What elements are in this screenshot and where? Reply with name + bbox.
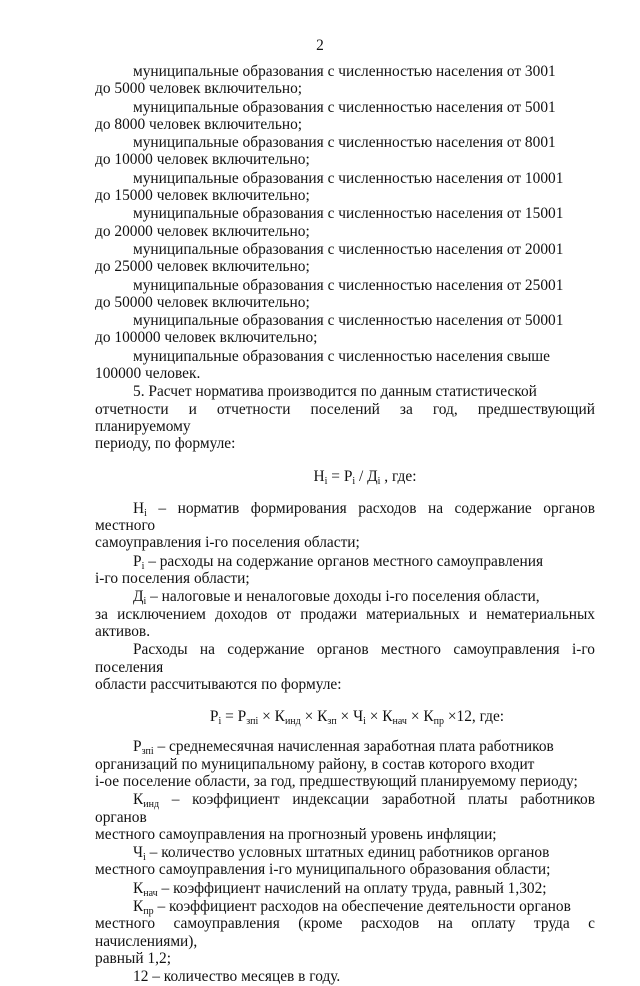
list-item: муниципальные образования с численностью населения свыше 100000 человек. <box>95 347 550 383</box>
definition-months: 12 – количество месяцев в году. <box>133 968 341 986</box>
definition-knach: $К_{нач}$ – коэффициент начислений на оплату труда, равный 1,302; <box>133 879 547 899</box>
list-item: муниципальные образования с численностью населения от 5001 до 8000 человек включительно; <box>95 98 556 133</box>
definition-ch: $Ч_i$ – количество условных штатных единиц работников органов местного самоуправления i-го муниципального образования области; <box>95 844 551 879</box>
definition-p: $Р_i$ – расходы на содержание органов местного самоуправления i-го поселения области; <box>95 552 544 588</box>
document-body <box>95 63 595 986</box>
definition-n: $Н_i$ – норматив формирования расходов на содержание органов местного самоуправления i-го поселения области; <box>95 499 595 552</box>
item-5-paragraph: 5. Расчет норматива производится по данным статистической отчетности и отчетности поселений за год, предшествующий планируемому периоду, по формуле: <box>95 383 595 453</box>
list-item: муниципальные образования с численностью населения от 25001 до 50000 человек включительно; <box>95 276 564 311</box>
definition-rz: $Р_{зпi}$ – среднемесячная начисленная заработная плата работников организаций по муниципальному району, в состав которого входит i-ое поселение области, за год, предшествующий планируемому периоду; <box>95 738 578 790</box>
definition-kpr: $К_{пр}$ – коэффициент расходов на обеспечение деятельности органов местного самоуправления (кроме расходов на оплату труда с начислениями), равный 1,2; <box>95 898 595 967</box>
expenses-paragraph: Расходы на содержание органов местного самоуправления i-го поселения области рассчитываются по формуле: <box>95 641 595 693</box>
definition-kind: $К_{инд}$ – коэффициент индексации заработной платы работников органов местного самоуправления на прогнозный уровень инфляции; <box>95 791 595 843</box>
list-item: муниципальные образования с численностью населения от 15001 до 20000 человек включительно; <box>95 205 564 240</box>
definition-d: $Д_i$ – налоговые и неналоговые доходы i-го поселения области, за исключением доходов от продажи материальных и нематериальных активов. <box>95 588 595 640</box>
list-item: муниципальные образования с численностью населения от 3001 до 5000 человек включительно; <box>95 63 556 98</box>
formula-expenses: $Р_i = Р_{зпi} \times К_{инд} \times К_{зп} \times Ч_i \times К_{нач} \times К_{пр} \times 12$, где: <box>209 708 505 728</box>
list-item: муниципальные образования с численностью населения от 50001 до 100000 человек включительно; <box>95 312 564 347</box>
page-number: 2 <box>316 37 324 54</box>
list-item: муниципальные образования с численностью населения от 8001 до 10000 человек включительно; <box>95 134 556 169</box>
list-item: муниципальные образования с численностью населения от 20001 до 25000 человек включительно; <box>95 240 564 276</box>
formula-normative: $Н_i = Р_i / Д_i$ , где: <box>313 467 417 487</box>
list-item: муниципальные образования с численностью населения от 10001 до 15000 человек включительно; <box>95 169 564 205</box>
population-list <box>95 63 595 382</box>
